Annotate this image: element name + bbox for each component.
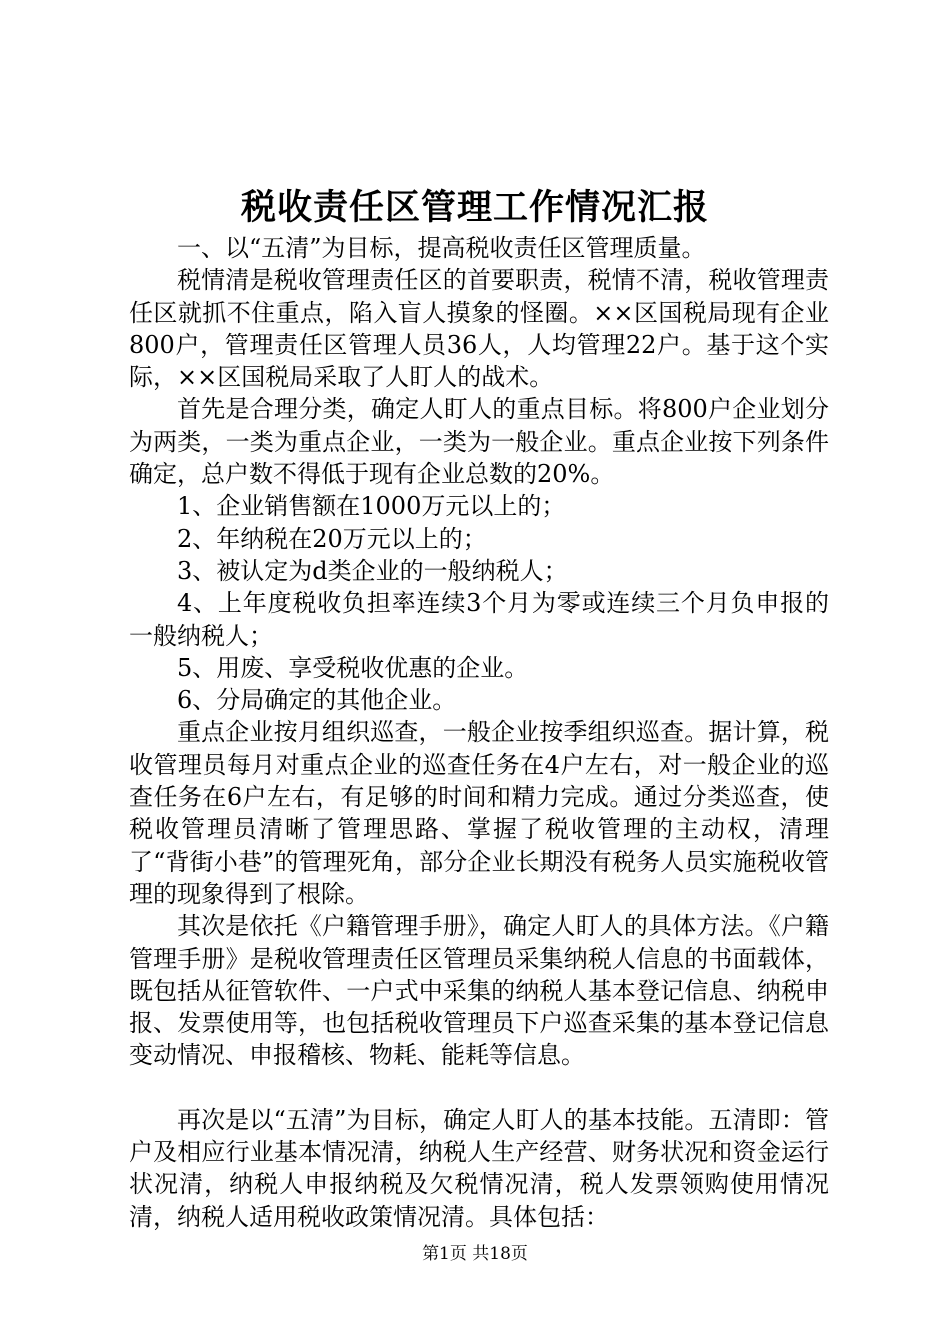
paragraph-household-manual: 其次是依托《户籍管理手册》，确定人盯人的具体方法。《户籍管理手册》是税收管理责任区管理员采集纳税人信息的书面载体，既包括从征管软件、一户式中采集的纳税人基本登记信息、纳税申报、发票使用等，也包括税收管理员下户巡查采集的基本登记信息变动情况、申报稽核、物耗、能耗等信息。 (129, 912, 829, 1070)
list-item-criterion-3: 3、被认定为d类企业的一般纳税人； (177, 556, 568, 585)
list-item-criterion-2: 2、年纳税在20万元以上的； (177, 524, 487, 553)
list-item-criterion-5: 5、用废、享受税收优惠的企业。 (177, 653, 529, 682)
list-item-criterion-1: 1、企业销售额在1000万元以上的； (177, 492, 566, 521)
paragraph-inspection: 重点企业按月组织巡查，一般企业按季组织巡查。据计算，税收管理员每月对重点企业的巡查任务在4户左右，对一般企业的巡查任务在6户左右，有足够的时间和精力完成。通过分类巡查，使税收管理员清晰了管理思路、掌握了税收管理的主动权，清理了“背街小巷”的管理死角，部分企业长期没有税务人员实施税收管理的现象得到了根除。 (129, 718, 829, 908)
page-footer: 第1页 共18页 (422, 1244, 528, 1264)
list-item-criterion-4: 4、上年度税收负担率连续3个月为零或连续三个月负申报的一般纳税人； (129, 589, 829, 650)
paragraph-tax-situation: 税情清是税收管理责任区的首要职责，税情不清，税收管理责任区就抓不住重点，陷入盲人摸象的怪圈。××区国税局现有企业800户，管理责任区管理人员36人，人均管理22户。基于这个实际，××区国税局采取了人盯人的战术。 (129, 266, 829, 392)
paragraph-five-clear: 再次是以“五清”为目标，确定人盯人的基本技能。五清即：管户及相应行业基本情况清，纳税人生产经营、财务状况和资金运行状况清，纳税人申报纳税及欠税情况清，税人发票领购使用情况清，纳税人适用税收政策情况清。具体包括： (129, 1105, 829, 1231)
paragraph-section-heading: 一、以“五清”为目标，提高税收责任区管理质量。 (177, 234, 706, 262)
list-item-criterion-6: 6、分局确定的其他企业。 (177, 686, 457, 715)
paragraph-classification: 首先是合理分类，确定人盯人的重点目标。将800户企业划分为两类，一类为重点企业，一类为一般企业。重点企业按下列条件确定，总户数不得低于现有企业总数的20%。 (129, 395, 829, 489)
document-body (129, 232, 829, 1233)
document-title: 税收责任区管理工作情况汇报 (240, 187, 709, 228)
